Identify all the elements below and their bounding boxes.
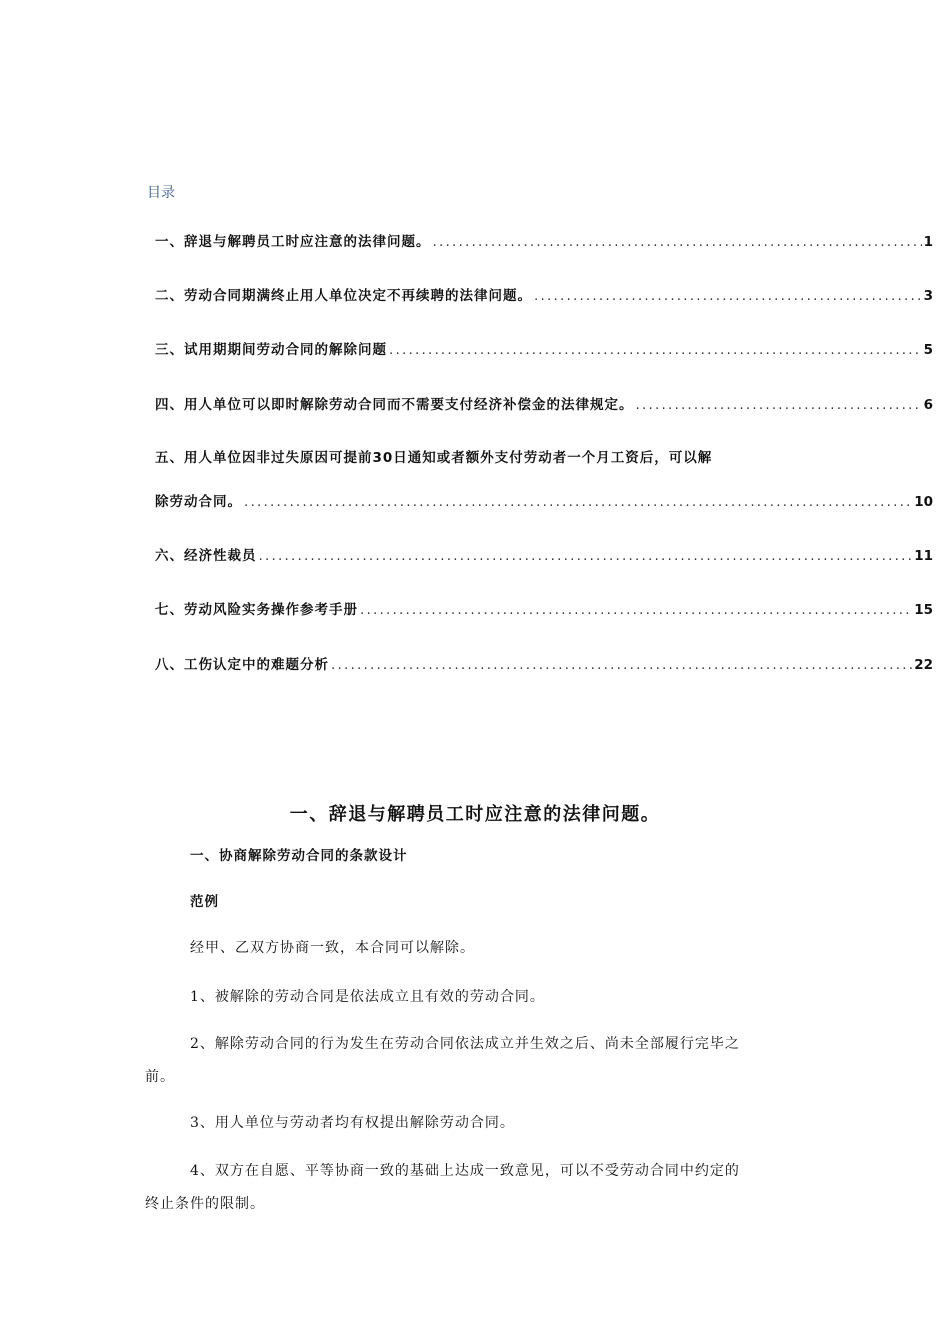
toc-page-number: 5 [923,342,933,358]
toc-leader [433,234,922,250]
item-4-line1: 4、双方在自愿、平等协商一致的基础上达成一致意见，可以不受劳动合同中约定的 [190,1163,740,1179]
item-2-line2: 前。 [145,1069,175,1085]
toc-entry-6[interactable] [155,544,933,564]
toc-heading: 目录 [147,185,175,201]
toc-page-number: 10 [914,494,933,510]
toc-leader [331,657,912,673]
toc-page-number: 22 [914,657,933,673]
toc-page-number: 1 [923,234,933,250]
toc-leader [389,342,922,358]
toc-entry-label: 七、劳动风险实务操作参考手册 [155,602,358,618]
toc-entry-label: 三、试用期期间劳动合同的解除问题 [155,342,387,358]
section-subtitle: 一、协商解除劳动合同的条款设计 [190,848,408,864]
toc-entry-5[interactable] [155,490,933,510]
toc-leader [244,494,912,510]
item-3: 3、用人单位与劳动者均有权提出解除劳动合同。 [190,1115,515,1131]
toc-entry-label: 二、劳动合同期满终止用人单位决定不再续聘的法律问题。 [155,288,532,304]
toc-entry-2[interactable] [155,284,933,304]
toc-leader [259,548,913,564]
toc-page-number: 11 [914,548,933,564]
toc-entry-1[interactable] [155,230,933,250]
toc-entry-4[interactable] [155,393,933,413]
toc-entry-3[interactable] [155,338,933,358]
item-1: 1、被解除的劳动合同是依法成立且有效的劳动合同。 [190,989,545,1005]
item-2-line1: 2、解除劳动合同的行为发生在劳动合同依法成立并生效之后、尚未全部履行完毕之 [190,1036,740,1052]
toc-entry-8[interactable] [155,653,933,673]
toc-entry-7[interactable] [155,598,933,618]
item-4-line2: 终止条件的限制。 [145,1196,265,1212]
toc-leader [360,602,912,618]
toc-leader [534,288,922,304]
toc-entry-label: 八、工伤认定中的难题分析 [155,657,329,673]
toc-page-number: 6 [923,397,933,413]
section-title: 一、辞退与解聘员工时应注意的法律问题。 [289,804,661,825]
toc-entry-label: 一、辞退与解聘员工时应注意的法律问题。 [155,234,431,250]
example-label: 范例 [190,894,219,910]
intro-paragraph: 经甲、乙双方协商一致，本合同可以解除。 [190,940,475,956]
toc-entry-label: 四、用人单位可以即时解除劳动合同而不需要支付经济补偿金的法律规定。 [155,397,634,413]
toc-entry-5-line1[interactable]: 五、用人单位因非过失原因可提前30日通知或者额外支付劳动者一个月工资后，可以解 [155,450,713,466]
toc-page-number: 15 [914,602,933,618]
toc-entry-label: 除劳动合同。 [155,494,242,510]
toc-entry-label: 六、经济性裁员 [155,548,257,564]
toc-leader [636,397,922,413]
toc-page-number: 3 [923,288,933,304]
